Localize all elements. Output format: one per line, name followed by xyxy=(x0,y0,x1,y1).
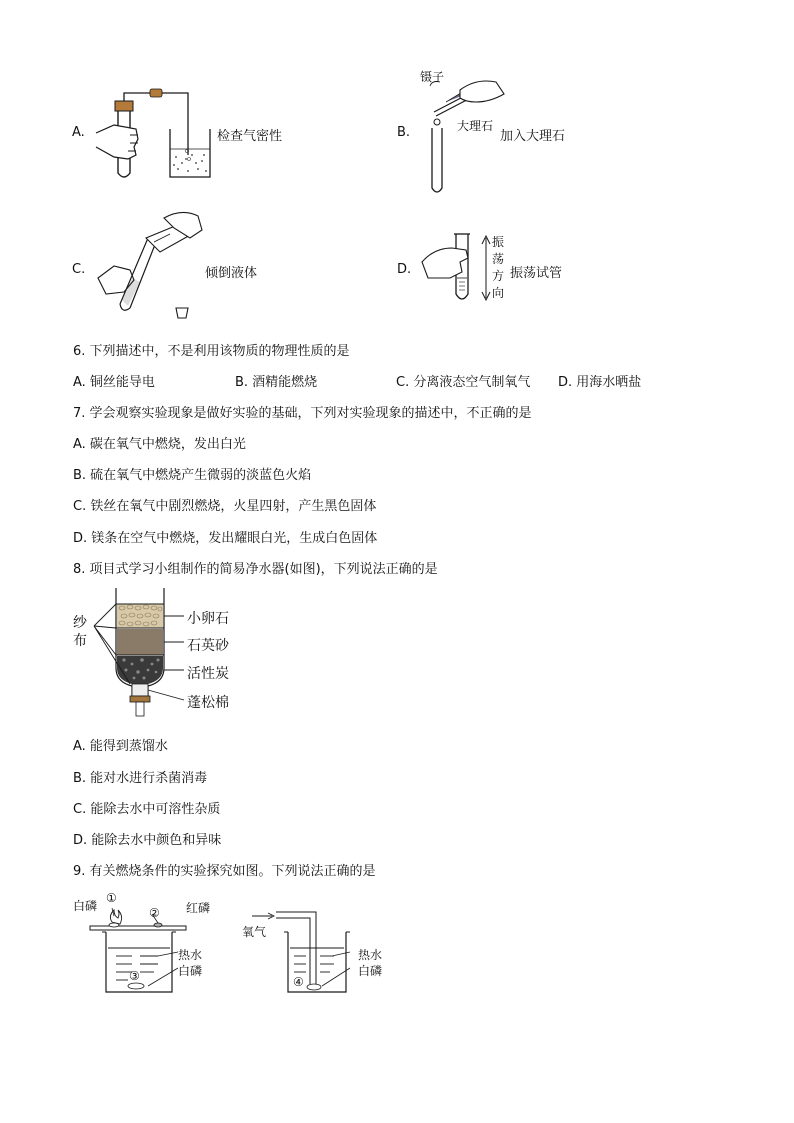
pebble-layer-label: 小卵石 xyxy=(187,611,229,627)
q7-option-b[interactable]: B. 硫在氧气中燃烧产生微弱的淡蓝色火焰 xyxy=(73,468,312,483)
hot-water-left-label: 热水 xyxy=(178,948,203,962)
option-c-letter: C. xyxy=(72,262,86,277)
white-phosphorus-under-left-label: 白磷 xyxy=(178,964,203,978)
q8-option-c[interactable]: C. 能除去水中可溶性杂质 xyxy=(73,802,221,817)
shake-direction-label: 振 荡 方 向 xyxy=(492,235,505,300)
combustion-right-figure xyxy=(250,908,370,998)
q7-option-d[interactable]: D. 镁条在空气中燃烧，发出耀眼白光，生成白色固体 xyxy=(73,531,378,546)
option-c-caption: 倾倒液体 xyxy=(205,266,258,281)
cotton-layer-label: 蓬松棉 xyxy=(187,695,229,711)
q7-option-c[interactable]: C. 铁丝在氧气中剧烈燃烧，火星四射，产生黑色固体 xyxy=(73,499,377,514)
q6-option-a[interactable]: A. 铜丝能导电 xyxy=(73,375,155,390)
option-b-caption: 加入大理石 xyxy=(500,129,566,144)
q6-option-d[interactable]: D. 用海水晒盐 xyxy=(558,375,642,390)
q8-option-a[interactable]: A. 能得到蒸馏水 xyxy=(73,739,168,754)
marker-3: ③ xyxy=(129,969,140,983)
marker-1: ① xyxy=(106,891,117,905)
option-b-letter: B. xyxy=(397,125,411,140)
red-phosphorus-label: 红磷 xyxy=(186,901,211,915)
white-phosphorus-right-label: 白磷 xyxy=(358,964,383,978)
option-a-caption: 检查气密性 xyxy=(217,129,283,144)
oxygen-label: 氧气 xyxy=(242,925,267,939)
q6-stem: 6. 下列描述中，不是利用该物质的物理性质的是 xyxy=(73,344,350,359)
pour-liquid-figure xyxy=(94,208,214,328)
white-phosphorus-top-label: 白磷 xyxy=(73,899,98,913)
tweezers-label: 镊子 xyxy=(420,70,445,84)
q7-stem: 7. 学会观察实验现象是做好实验的基础，下列对实验现象的描述中，不正确的是 xyxy=(73,406,532,421)
option-d-caption: 振荡试管 xyxy=(510,266,563,281)
q7-option-a[interactable]: A. 碳在氧气中燃烧，发出白光 xyxy=(73,437,246,452)
airtightness-check-figure xyxy=(92,85,222,185)
quartz-sand-label: 石英砂 xyxy=(187,638,229,654)
q8-option-b[interactable]: B. 能对水进行杀菌消毒 xyxy=(73,771,208,786)
activated-carbon-label: 活性炭 xyxy=(187,666,229,682)
combustion-left-figure xyxy=(88,908,188,998)
q6-option-b[interactable]: B. 酒精能燃烧 xyxy=(235,375,318,390)
marker-2: ② xyxy=(149,906,160,920)
q8-option-d[interactable]: D. 能除去水中颜色和异味 xyxy=(73,833,222,848)
q8-stem: 8. 项目式学习小组制作的简易净水器(如图)，下列说法正确的是 xyxy=(73,562,438,577)
option-a-letter: A. xyxy=(72,125,85,140)
add-marble-figure xyxy=(420,72,510,197)
option-d-letter: D. xyxy=(397,262,412,277)
marble-label: 大理石 xyxy=(457,119,494,133)
gauze-label: 纱 布 xyxy=(73,615,87,649)
q6-option-c[interactable]: C. 分离液态空气制氧气 xyxy=(396,375,531,390)
marker-4: ④ xyxy=(293,975,304,989)
q9-stem: 9. 有关燃烧条件的实验探究如图。下列说法正确的是 xyxy=(73,864,376,879)
hot-water-right-label: 热水 xyxy=(358,948,383,962)
water-purifier-figure xyxy=(92,586,192,718)
